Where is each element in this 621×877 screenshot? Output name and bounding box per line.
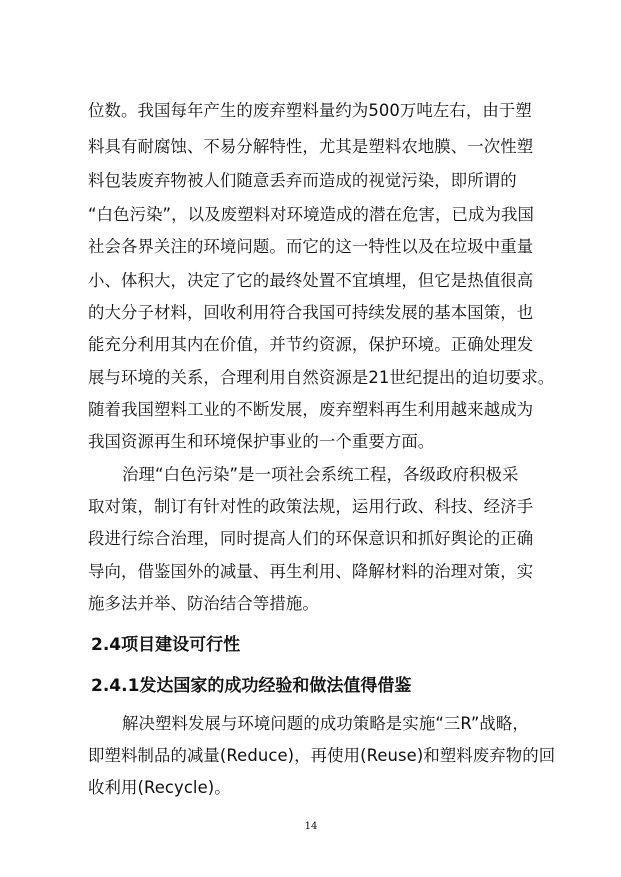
- body-text-line: 导向，借鉴国外的减量、再生利用、降解材料的治理对策，实: [88, 562, 534, 581]
- body-text-line: 能充分利用其内在价值，并节约资源，保护环境。正确处理发: [88, 335, 534, 354]
- body-text-line: 社会各界关注的环境问题。而它的这一特性以及在垃圾中重量: [88, 237, 534, 256]
- section-heading: 2.4项目建设可行性: [91, 635, 241, 655]
- body-text-line: 收利用(Recycle)。: [88, 778, 231, 797]
- body-text-line: 随着我国塑料工业的不断发展，废弃塑料再生利用越来越成为: [88, 400, 534, 419]
- body-text-line: 料包装废弃物被人们随意丢弃而造成的视觉污染，即所谓的: [88, 171, 517, 190]
- body-text-line: 的大分子材料，回收利用符合我国可持续发展的基本国策，也: [88, 303, 534, 322]
- body-text-line: “白色污染”，以及废塑料对环境造成的潜在危害，已成为我国: [88, 205, 534, 224]
- body-text-line: 施多法并举、防治结合等措施。: [88, 594, 319, 613]
- page-number: 14: [304, 821, 318, 832]
- body-text-line: 展与环境的关系，合理利用自然资源是21世纪提出的迫切要求。: [88, 368, 555, 387]
- body-text-line: 料具有耐腐蚀、不易分解特性，尤其是塑料农地膜、一次性塑: [88, 137, 534, 156]
- body-text-line: 我国资源再生和环境保护事业的一个重要方面。: [88, 432, 435, 451]
- body-text-line: 解决塑料发展与环境问题的成功策略是实施“三R”战略，: [122, 714, 529, 733]
- subsection-heading: 2.4.1发达国家的成功经验和做法值得借鉴: [91, 676, 412, 696]
- body-text-line: 段进行综合治理，同时提高人们的环保意识和抓好舆论的正确: [88, 529, 534, 548]
- body-text-line: 取对策，制订有针对性的政策法规，运用行政、科技、经济手: [88, 497, 534, 516]
- body-text-line: 治理“白色污染”是一项社会系统工程，各级政府积极采: [122, 465, 519, 484]
- body-text-line: 即塑料制品的减量(Reduce)，再使用(Reuse)和塑料废弃物的回: [88, 746, 556, 765]
- body-text-line: 位数。我国每年产生的废弃塑料量约为500万吨左右，由于塑: [88, 101, 532, 120]
- body-text-line: 小、体积大，决定了它的最终处置不宜填埋，但它是热值很高: [88, 271, 534, 290]
